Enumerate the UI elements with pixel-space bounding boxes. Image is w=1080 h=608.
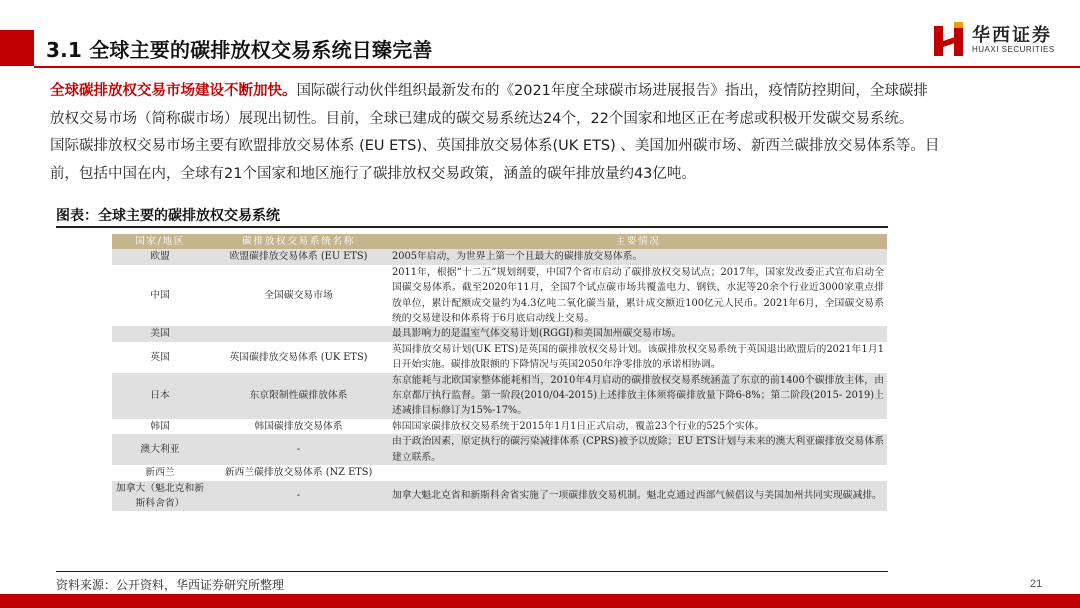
table-row — [112, 342, 887, 373]
table-row — [112, 373, 887, 419]
table-row — [112, 481, 887, 512]
header-system: 碳排放权交易系统名称 — [208, 234, 389, 249]
cell-description: 东京能耗与北欧国家整体能耗相当，2010年4月启动的碳排放权交易系统涵盖了东京的前1400个碳排放主体，由东京都厅执行监督。第一阶段(2010/04-2015)上述排放主体须将碳排放量下降6-8%；第二阶段(2015- 2019)上述减排目标修订为15%-17%。 — [389, 373, 887, 419]
cell-description — [389, 465, 887, 480]
cell-system — [208, 326, 389, 341]
cell-region: 美国 — [112, 326, 208, 341]
header-description: 主要情况 — [389, 234, 887, 249]
logo-name: 华西证券 — [972, 25, 1052, 46]
paragraph-2-line-2: 前，包括中国在内，全球有21个国家和地区施行了碳排放权交易政策，涵盖的碳年排放量约43亿吨。 — [50, 165, 696, 182]
figure-title: 图表：全球主要的碳排放权交易系统 — [56, 208, 280, 224]
paragraph-1-line-2: 放权交易市场（简称碳市场）展现出韧性。目前，全球已建成的碳交易系统达24个，22个国家和地区正在考虑或积极开发碳交易系统。 — [50, 110, 914, 127]
cell-region: 日本 — [112, 373, 208, 419]
paragraph-2-line-1: 国际碳排放权交易市场主要有欧盟排放交易体系 (EU ETS)、英国排放交易体系(UK ETS) 、美国加州碳市场、新西兰碳排放交易体系等。目 — [50, 138, 940, 154]
cell-description: 2005年启动，为世界上第一个且最大的碳排放交易体系。 — [389, 249, 887, 264]
cell-system: 韩国碳排放交易体系 — [208, 419, 389, 434]
cell-region: 中国 — [112, 265, 208, 327]
cell-region: 新西兰 — [112, 465, 208, 480]
cell-description: 最具影响力的是温室气体交易计划(RGGI)和美国加州碳交易市场。 — [389, 326, 887, 341]
cell-description: 2011年，根据“十二五”规划纲要，中国7个省市启动了碳排放权交易试点；2017年，国家发改委正式宣布启动全国碳交易体系。截至2020年11月，全国7个试点碳市场共覆盖电力、钢铁、水泥等20余个行业近3000家重点排放单位，累计配额成交量约为4.3亿吨二氧化碳当量，累计成交额近100亿元人民币。2021年6月，全国碳交易系统的交易建设和体系将于6月底启动线上交易。 — [389, 265, 887, 327]
table-row — [112, 434, 887, 465]
figure-title-rule — [56, 226, 888, 228]
cell-region: 英国 — [112, 342, 208, 373]
cell-system: - — [208, 481, 389, 512]
cell-description: 加拿大魁北克省和新斯科舍省实施了一项碳排放交易机制。魁北克通过西部气候倡议与美国加州共同实现碳减排。 — [389, 481, 887, 512]
table-row — [112, 419, 887, 434]
cell-description: 英国排放交易计划(UK ETS)是英国的碳排放权交易计划。该碳排放权交易系统于英国退出欧盟后的2021年1月1日开始实施。碳排放限额的下降情况与英国2050年净零排放的承诺相协调。 — [389, 342, 887, 373]
cell-system: 欧盟碳排放交易体系 (EU ETS) — [208, 249, 389, 264]
paragraph-1-line-1 — [50, 78, 1030, 106]
cell-region: 澳大利亚 — [112, 434, 208, 465]
table-row — [112, 265, 887, 327]
cell-description: 由于政治因素，原定执行的碳污染减排体系 (CPRS)被予以废除；EU ETS计划与未来的澳大利亚碳排放交易体系建立联系。 — [389, 434, 887, 465]
huaxi-logo-icon — [932, 22, 966, 58]
table-row — [112, 465, 887, 480]
paragraph-1 — [50, 78, 1030, 133]
title-divider — [34, 66, 1080, 68]
cell-system: 新西兰碳排放交易体系 (NZ ETS) — [208, 465, 389, 480]
page-number: 21 — [1030, 578, 1043, 590]
table-row — [112, 249, 887, 264]
cell-region: 加拿大（魁北克和新斯科舍省） — [112, 481, 208, 512]
source-rule — [56, 571, 888, 572]
cell-system: - — [208, 434, 389, 465]
footer-bar — [0, 594, 1080, 608]
carbon-markets-table — [112, 234, 887, 511]
cell-region: 韩国 — [112, 419, 208, 434]
cell-system: 全国碳交易市场 — [208, 265, 389, 327]
paragraph-1-highlight: 全球碳排放权交易市场建设不断加快。 — [50, 83, 297, 99]
source-note: 资料来源：公开资料，华西证券研究所整理 — [56, 578, 285, 592]
header-region: 国家/地区 — [112, 234, 208, 249]
table-header-row — [112, 234, 887, 249]
title-accent-bar — [0, 30, 34, 66]
paragraph-1-text: 国际碳行动伙伴组织最新发布的《2021年度全球碳市场进展报告》指出，疫情防控期间，全球碳排 — [296, 83, 928, 99]
cell-description: 韩国国家碳排放权交易系统于2015年1月1日正式启动，覆盖23个行业的525个实体。 — [389, 419, 887, 434]
logo-english-name: HUAXI SECURITIES — [972, 45, 1055, 54]
cell-system: 东京限制性碳排放体系 — [208, 373, 389, 419]
table-row — [112, 326, 887, 341]
page-title: 3.1 全球主要的碳排放权交易系统日臻完善 — [46, 38, 433, 62]
company-logo — [932, 20, 1072, 60]
cell-region: 欧盟 — [112, 249, 208, 264]
cell-system: 英国碳排放交易体系 (UK ETS) — [208, 342, 389, 373]
paragraph-2 — [50, 133, 1030, 188]
